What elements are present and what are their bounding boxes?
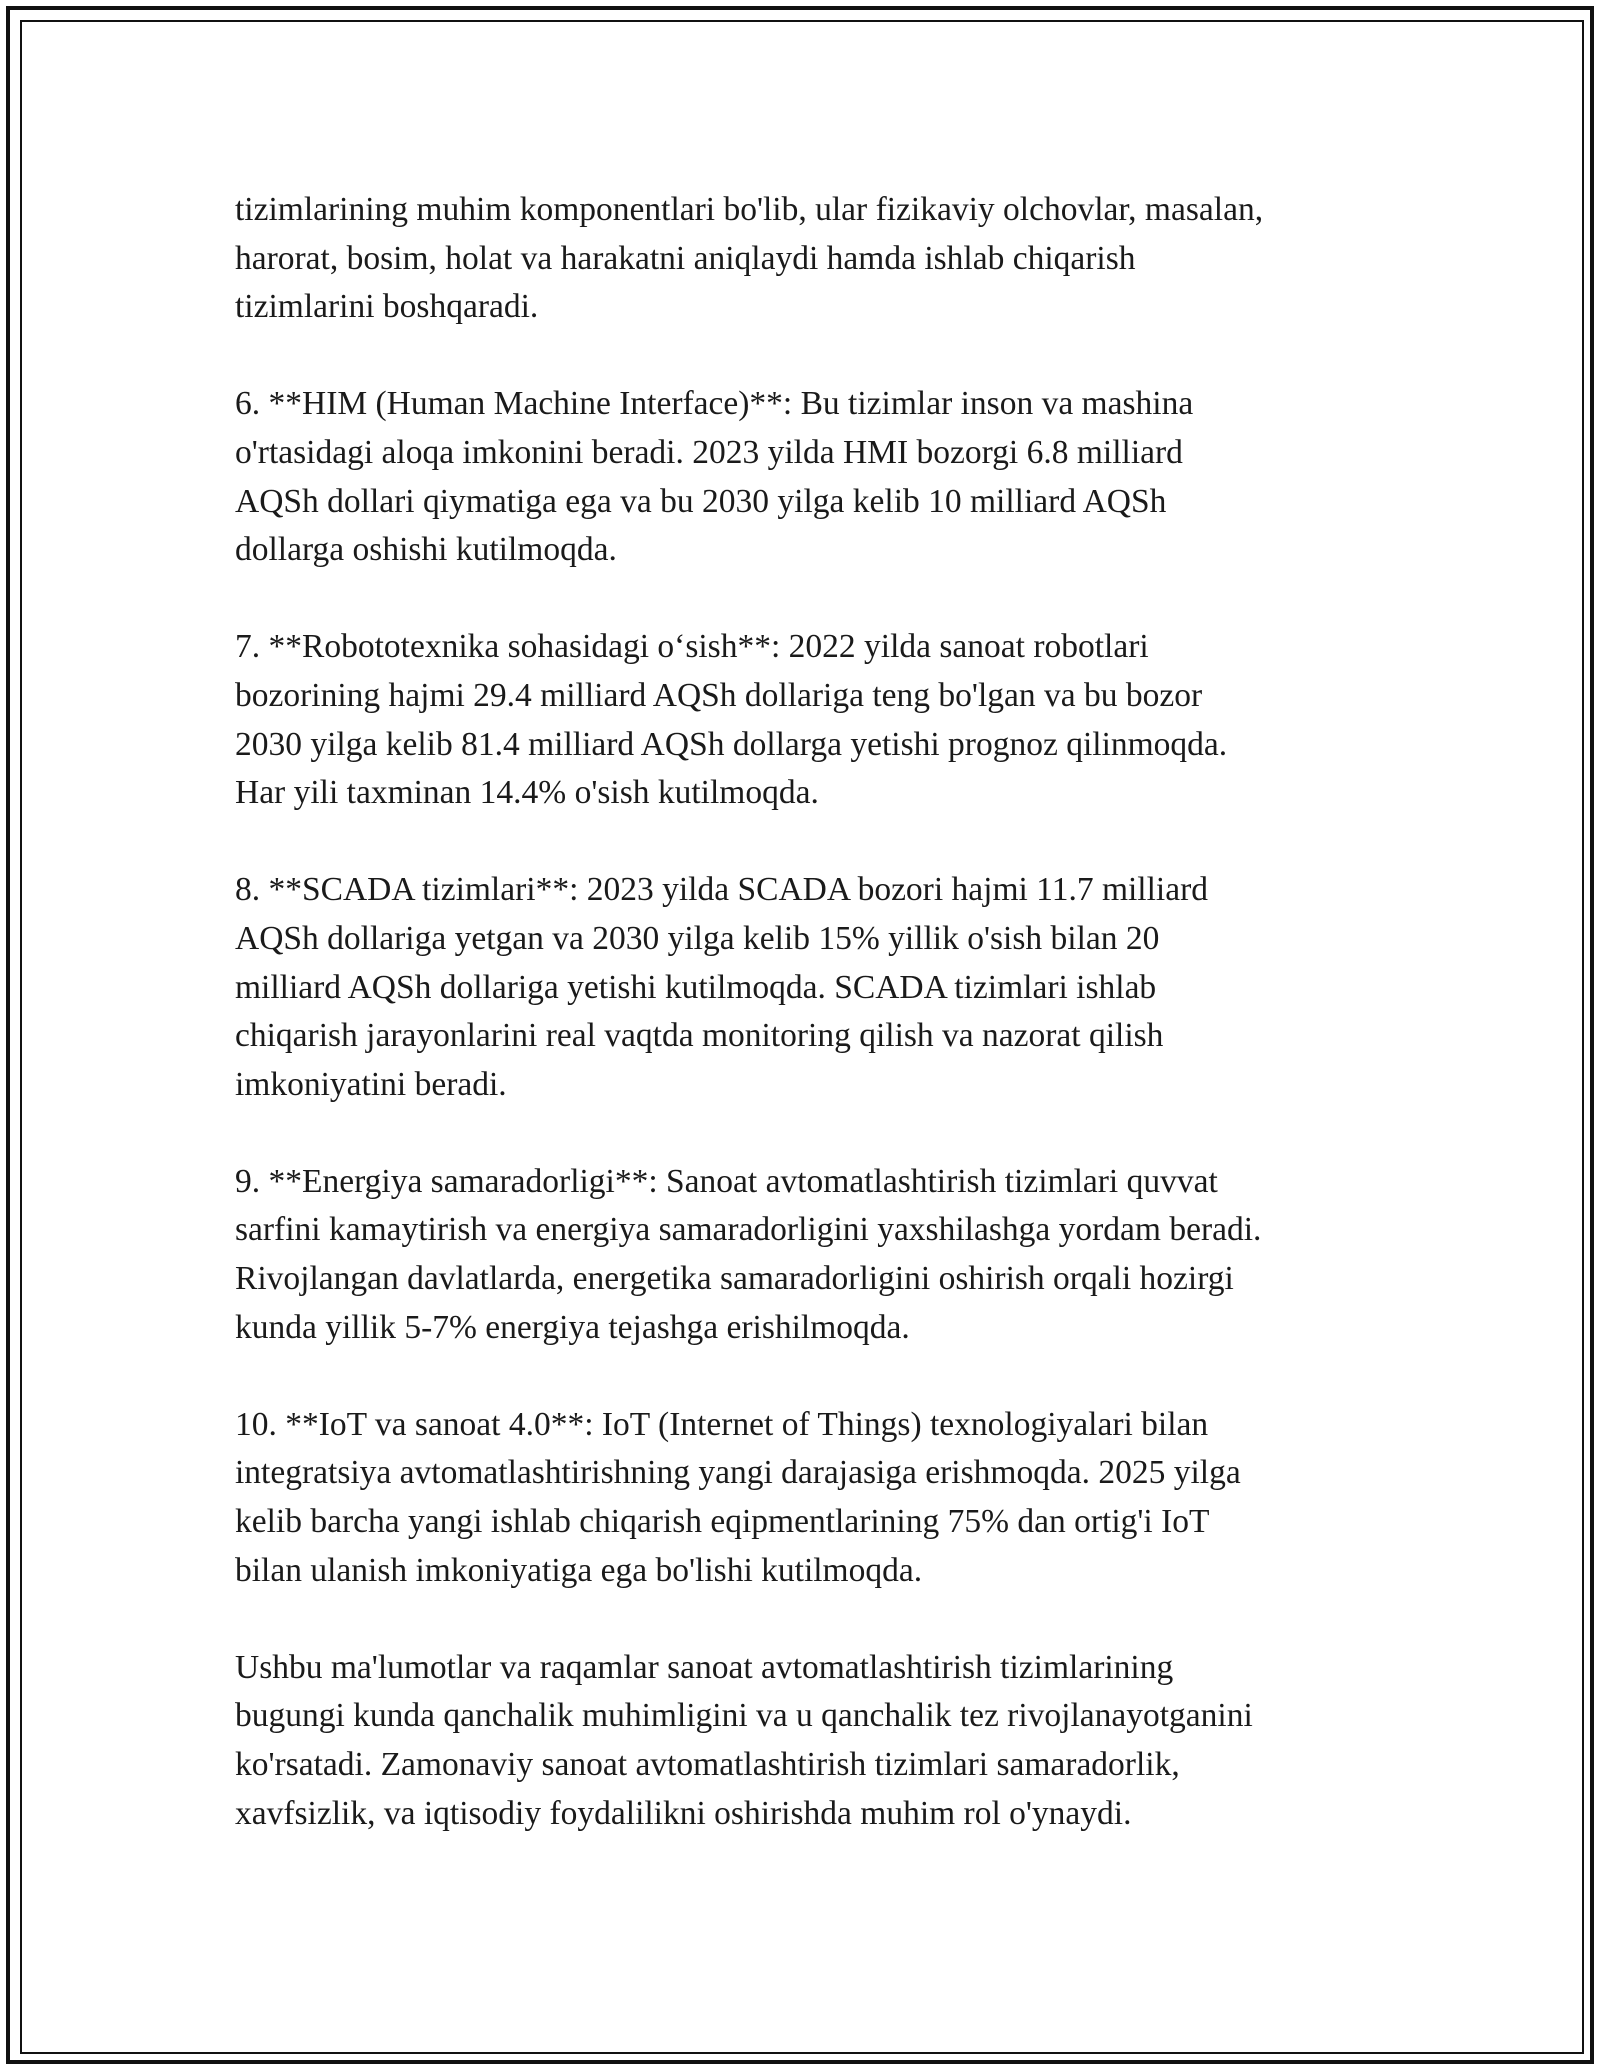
paragraph-continuation: tizimlarining muhim komponentlari bo'lib, ular fizikaviy olchovlar, masalan, harorat, bosim, holat va harakatni aniqlaydi hamda ishlab chiqarish tizimlarini boshqaradi. bbox=[235, 191, 1264, 326]
document-body bbox=[235, 186, 1385, 1838]
paragraph-conclusion: Ushbu ma'lumotlar va raqamlar sanoat avtomatlashtirish tizimlarining bugungi kunda qanchalik muhimligini va u qanchalik tez rivojlanayotganini ko'rsatadi. Zamonaviy sanoat avtomatlashtirish tizimlari samaradorlik, xavfsizlik, va iqtisodiy foydalilikni oshirishda muhim rol o'ynaydi. bbox=[235, 1648, 1253, 1832]
paragraph-item-7-robotics: 7. **Robototexnika sohasidagi o‘sish**: 2022 yilda sanoat robotlari bozorining hajmi 29.4 milliard AQSh dollariga teng bo'lgan va bu bozor 2030 yilga kelib 81.4 milliard AQSh dollarga yetishi prognoz qilinmoqda. Har yili taxminan 14.4% o'sish kutilmoqda. bbox=[235, 628, 1228, 812]
paragraph-item-6-him: 6. **HIM (Human Machine Interface)**: Bu tizimlar inson va mashina o'rtasidagi aloqa imkonini beradi. 2023 yilda HMI bozorgi 6.8 milliard AQSh dollari qiymatiga ega va bu 2030 yilga kelib 10 milliard AQSh dollarga oshishi kutilmoqda. bbox=[235, 385, 1194, 569]
paragraph-item-8-scada: 8. **SCADA tizimlari**: 2023 yilda SCADA bozori hajmi 11.7 milliard AQSh dollariga yetgan va 2030 yilga kelib 15% yillik o'sish bilan 20 milliard AQSh dollariga yetishi kutilmoqda. SCADA tizimlari ishlab chiqarish jarayonlarini real vaqtda monitoring qilish va nazorat qilish imkoniyatini beradi. bbox=[235, 871, 1209, 1103]
paragraph-item-10-iot: 10. **IoT va sanoat 4.0**: IoT (Internet of Things) texnologiyalari bilan integratsiya avtomatlashtirishning yangi darajasiga erishmoqda. 2025 yilga kelib barcha yangi ishlab chiqarish eqipmentlarining 75% dan ortig'i IoT bilan ulanish imkoniyatiga ega bo'lishi kutilmoqda. bbox=[235, 1405, 1241, 1589]
paragraph-item-9-energy: 9. **Energiya samaradorligi**: Sanoat avtomatlashtirish tizimlari quvvat sarfini kamaytirish va energiya samaradorligini yaxshilashga yordam beradi. Rivojlangan davlatlarda, energetika samaradorligini oshirish orqali hozirgi kunda yillik 5-7% energiya tejashga erishilmoqda. bbox=[235, 1162, 1262, 1346]
